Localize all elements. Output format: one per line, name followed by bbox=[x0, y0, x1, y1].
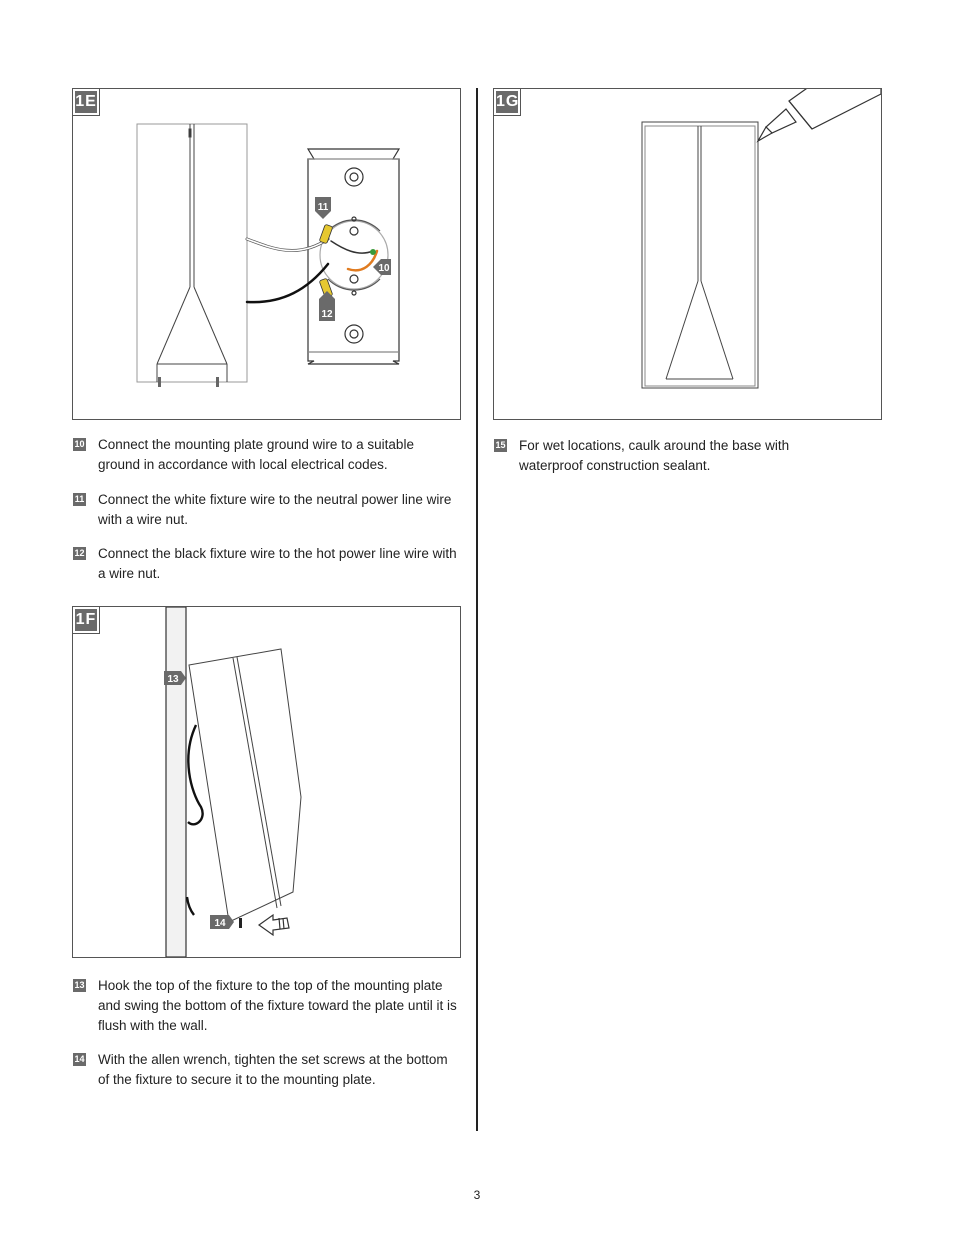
figure-1f bbox=[72, 606, 461, 958]
callout-12 bbox=[319, 291, 335, 321]
caulking-illustration bbox=[494, 89, 881, 419]
wall-drawing bbox=[166, 607, 186, 957]
figure-1g bbox=[493, 88, 882, 420]
step-number-badge: 11 bbox=[74, 494, 85, 504]
step-number-badge: 12 bbox=[74, 548, 85, 558]
mounting-illustration bbox=[73, 607, 460, 957]
step-number-badge: 14 bbox=[74, 1054, 85, 1064]
caulk-gun-drawing bbox=[758, 89, 881, 141]
wiring-illustration bbox=[73, 89, 460, 419]
cord-drawing bbox=[187, 725, 203, 915]
wire-nuts-drawing bbox=[319, 224, 333, 298]
svg-text:14: 14 bbox=[214, 918, 226, 929]
step-11 bbox=[73, 490, 458, 530]
set-screw-drawing bbox=[239, 918, 242, 928]
callout-10 bbox=[373, 259, 391, 275]
allen-wrench-arrow bbox=[259, 915, 289, 935]
figure-label-1g: 1G bbox=[494, 89, 521, 116]
column-divider bbox=[476, 88, 478, 1131]
wires-drawing bbox=[247, 239, 377, 302]
svg-text:13: 13 bbox=[167, 674, 179, 685]
svg-text:11: 11 bbox=[317, 202, 329, 213]
step-13 bbox=[73, 976, 458, 1036]
figure-1e bbox=[72, 88, 461, 420]
step-number-badge: 15 bbox=[495, 440, 506, 450]
fixture-drawing bbox=[137, 124, 247, 387]
step-text: Connect the black fixture wire to the hot power line wire with a wire nut. bbox=[98, 546, 457, 581]
fixture-drawing bbox=[189, 649, 301, 922]
step-14 bbox=[73, 1050, 458, 1090]
figure-label-1e: 1E bbox=[73, 89, 100, 116]
step-text: Hook the top of the fixture to the top of the mounting plate and swing the bottom of the fixture toward the plate until it is flush with the wall. bbox=[98, 978, 457, 1033]
step-text: Connect the white fixture wire to the neutral power line wire with a wire nut. bbox=[98, 492, 452, 527]
mounting-plate-drawing bbox=[308, 149, 399, 364]
step-12 bbox=[73, 544, 458, 584]
page-number: 3 bbox=[473, 1188, 481, 1202]
callout-11 bbox=[315, 197, 331, 219]
step-number-badge: 13 bbox=[74, 980, 85, 990]
figure-label-1f: 1F bbox=[73, 607, 100, 634]
svg-text:12: 12 bbox=[321, 309, 333, 320]
step-10 bbox=[73, 435, 458, 475]
step-text: Connect the mounting plate ground wire to a suitable ground in accordance with local electrical codes. bbox=[98, 437, 414, 472]
step-number-badge: 10 bbox=[74, 439, 85, 449]
step-text: For wet locations, caulk around the base with waterproof construction sealant. bbox=[519, 438, 790, 473]
callout-14 bbox=[210, 915, 234, 929]
step-15 bbox=[494, 436, 834, 476]
fixture-drawing bbox=[642, 122, 758, 388]
svg-text:10: 10 bbox=[378, 263, 390, 274]
step-text: With the allen wrench, tighten the set screws at the bottom of the fixture to secure it to the mounting plate. bbox=[98, 1052, 448, 1087]
